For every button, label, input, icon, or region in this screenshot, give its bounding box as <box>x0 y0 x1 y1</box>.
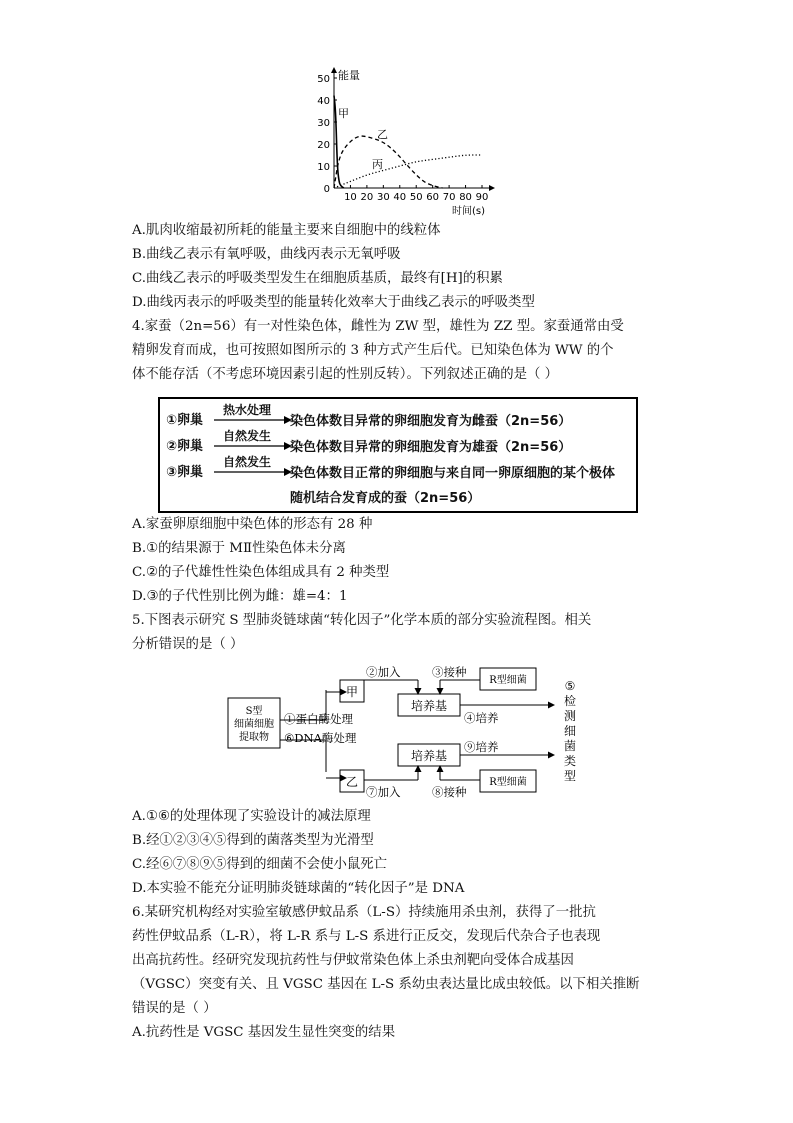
reproduction-methods-box <box>158 397 638 513</box>
y-tick-label: 0 <box>323 184 330 195</box>
culture-4: ④培养 <box>464 711 499 725</box>
chart-svg <box>308 64 500 220</box>
x-tick-label: 20 <box>360 192 374 203</box>
detect-char-6: 型 <box>563 769 577 783</box>
x-tick-label: 10 <box>344 192 357 203</box>
q6-stem-3: 出高抗药性。经研究发现抗药性与伊蚊常染色体上杀虫剂靶向受体合成基因 <box>132 953 574 968</box>
medium-top-label: 培养基 <box>410 699 448 713</box>
y-tick-label: 40 <box>317 96 330 107</box>
flowchart-svg <box>226 660 592 802</box>
series-label-bing: 丙 <box>372 158 383 171</box>
series-line-2 <box>334 155 482 188</box>
q6-stem-4: （VGSC）突变有关、且 VGSC 基因在 L-S 系幼虫表达量比成虫较低。以下相关推断 <box>132 977 640 992</box>
y-tick-label: 50 <box>317 74 330 85</box>
q5-stem-2: 分析错误的是（ ） <box>132 637 244 652</box>
row3-arrow <box>214 467 292 477</box>
y-axis-label: 能量 <box>338 69 360 82</box>
detect-char-2: 测 <box>563 709 577 723</box>
row2-text: 染色体数目异常的卵细胞发育为雄蚕（2n=56） <box>290 440 572 455</box>
yi-label: 乙 <box>345 775 359 789</box>
x-axis-label: 时间(s) <box>452 206 486 217</box>
detect-char-3: 细 <box>563 724 577 738</box>
source-label-2: 细菌细胞 <box>234 719 274 730</box>
row3-condition: 自然发生 <box>223 455 272 469</box>
q6-option-a: A.抗药性是 VGSC 基因发生显性突变的结果 <box>132 1025 396 1040</box>
y-tick-label: 10 <box>317 162 330 173</box>
row1-arrow <box>214 415 292 425</box>
jia-label: 甲 <box>345 685 359 699</box>
q3-option-d: D.曲线丙表示的呼吸类型的能量转化效率大于曲线乙表示的呼吸类型 <box>132 295 535 310</box>
q4-option-b: B.①的结果源于 MⅡ性染色体未分离 <box>132 541 346 556</box>
q6-stem-5: 错误的是（ ） <box>132 1001 217 1016</box>
row1-condition: 热水处理 <box>223 403 272 417</box>
x-tick-label: 90 <box>475 192 489 203</box>
detect-char-5: 类 <box>563 754 577 768</box>
x-tick-label: 50 <box>409 192 423 203</box>
series-label-jia: 甲 <box>338 107 349 120</box>
q5-option-d: D.本实验不能充分证明肺炎链球菌的“转化因子”是 DNA <box>132 881 465 896</box>
row2-arrow <box>214 441 292 451</box>
row3-num: ③卵巢 <box>166 465 204 480</box>
detect-char-4: 菌 <box>563 739 577 753</box>
q5-stem-1: 5.下图表示研究 S 型肺炎链球菌“转化因子”化学本质的部分实验流程图。相关 <box>132 613 592 628</box>
treatment-protease: ①蛋白酶处理 <box>284 712 353 726</box>
q4-stem-3: 体不能存活（不考虑环境因素引起的性别反转）。下列叙述正确的是（ ） <box>132 367 559 382</box>
inoculate-8: ⑧接种 <box>432 785 467 799</box>
r-strain-top-label: R型细菌 <box>489 675 527 686</box>
y-tick-label: 30 <box>317 118 330 129</box>
q3-option-a: A.肌肉收缩最初所耗的能量主要来自细胞中的线粒体 <box>132 223 441 238</box>
q4-option-c: C.②的子代雄性性染色体组成具有 2 种类型 <box>132 565 390 580</box>
q5-option-a: A.①⑥的处理体现了实验设计的减法原理 <box>132 809 371 824</box>
row1-text: 染色体数目异常的卵细胞发育为雌蚕（2n=56） <box>290 414 572 429</box>
detect-char-0: ⑤ <box>564 679 576 693</box>
medium-bottom-label: 培养基 <box>410 749 448 763</box>
x-tick-label: 30 <box>376 192 390 203</box>
q4-option-d: D.③的子代性别比例为雌：雄=4：1 <box>132 589 348 604</box>
x-tick-label: 60 <box>426 192 440 203</box>
q6-stem-2: 药性伊蚊品系（L-R），将 L-R 系与 L-S 系进行正反交，发现后代杂合子也表现 <box>132 929 601 944</box>
y-tick-label: 20 <box>317 140 330 151</box>
q5-option-b: B.经①②③④⑤得到的菌落类型为光滑型 <box>132 833 374 848</box>
row2-condition: 自然发生 <box>223 429 272 443</box>
q4-option-a: A.家蚕卵原细胞中染色体的形态有 28 种 <box>132 517 373 532</box>
source-label-3: 提取物 <box>239 732 269 743</box>
q3-option-c: C.曲线乙表示的呼吸类型发生在细胞质基质，最终有[H]的积累 <box>132 271 503 286</box>
x-tick-label: 70 <box>442 192 456 203</box>
r-strain-bottom-label: R型细菌 <box>489 777 527 788</box>
q3-option-b: B.曲线乙表示有氧呼吸，曲线丙表示无氧呼吸 <box>132 247 401 262</box>
row3-text: 染色体数目正常的卵细胞与来自同一卵原细胞的某个极体 <box>290 466 616 481</box>
q5-option-c: C.经⑥⑦⑧⑨⑤得到的细菌不会使小鼠死亡 <box>132 857 388 872</box>
x-tick-label: 40 <box>393 192 407 203</box>
add-7: ⑦加入 <box>366 785 401 799</box>
experiment-flowchart <box>226 660 592 802</box>
inoculate-3: ③接种 <box>432 665 467 679</box>
treatment-dnase: ⑥DNA酶处理 <box>284 731 357 745</box>
row2-num: ②卵巢 <box>166 439 204 454</box>
q6-stem-1: 6.某研究机构经对实验室敏感伊蚊品系（L-S）持续施用杀虫剂，获得了一批抗 <box>132 905 596 920</box>
row1-num: ①卵巢 <box>166 413 204 428</box>
q4-stem-2: 精卵发育而成，也可按照如图所示的 3 种方式产生后代。已知染色体为 WW 的个 <box>132 343 614 358</box>
x-tick-label: 80 <box>459 192 472 203</box>
add-2: ②加入 <box>366 665 401 679</box>
culture-9: ⑨培养 <box>464 740 499 754</box>
series-label-yi: 乙 <box>377 128 388 141</box>
q4-stem-1: 4.家蚕（2n=56）有一对性染色体，雌性为 ZW 型，雄性为 ZZ 型。家蚕通常由受 <box>132 319 624 334</box>
series-line-1 <box>334 136 443 188</box>
energy-time-chart <box>308 64 500 220</box>
row3-text-2: 随机结合发育成的蚕（2n=56） <box>290 491 481 506</box>
source-label-1: S型 <box>245 706 263 717</box>
detect-char-1: 检 <box>563 694 577 708</box>
